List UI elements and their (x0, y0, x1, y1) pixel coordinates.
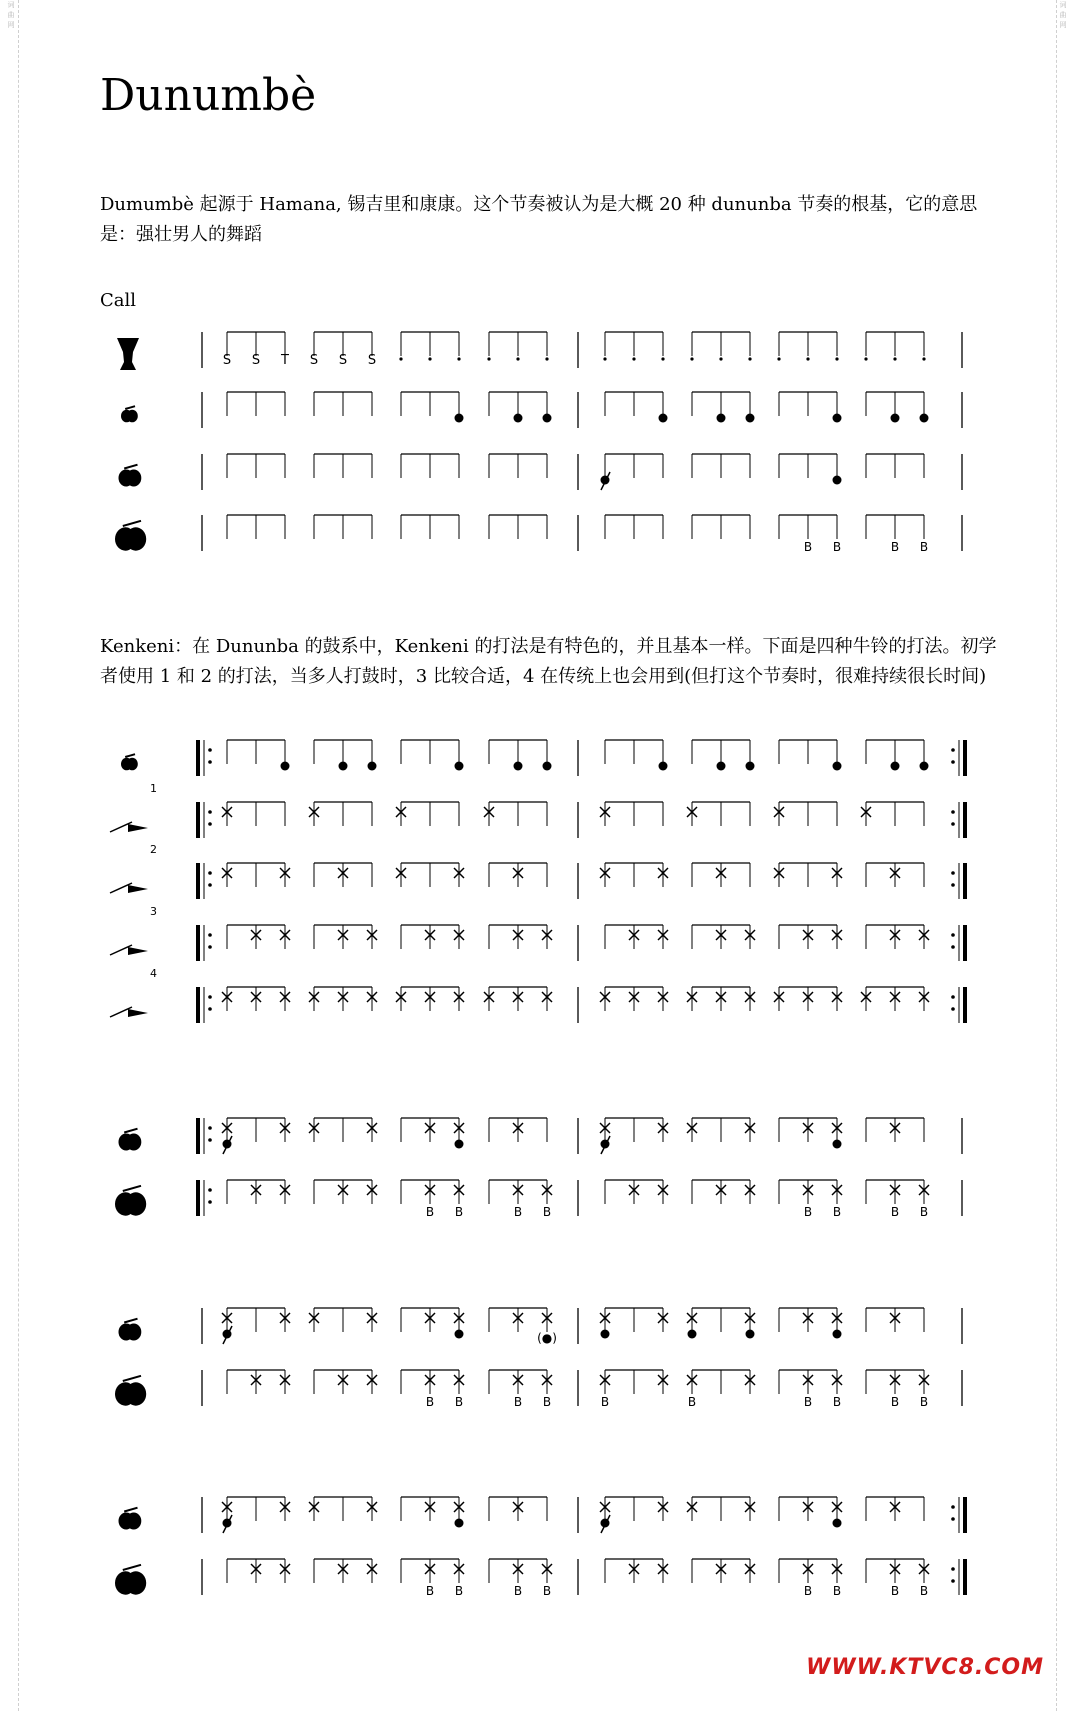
bell-note-label: B (425, 1395, 435, 1409)
dununba-stick (123, 1376, 141, 1381)
repeat-dot (208, 810, 212, 814)
rest-dot (457, 357, 460, 360)
repeat-dot (208, 883, 212, 887)
open-note (659, 762, 668, 771)
open-note (543, 414, 552, 423)
repeat-dot (951, 760, 955, 764)
right-margin-watermark: 词 曲 网 (1059, 1, 1067, 29)
open-note (920, 414, 929, 423)
sangban-body (119, 1133, 134, 1150)
bell-note-label: B (542, 1584, 552, 1598)
sangban-stick (124, 465, 137, 469)
repeat-dot (951, 822, 955, 826)
sangban-stick (124, 1319, 137, 1323)
rest-dot (719, 357, 722, 360)
left-margin-watermark: 词 曲 网 (7, 1, 15, 29)
bell-number: 3 (150, 905, 157, 918)
rest-dot (399, 357, 402, 360)
repeat-dot (208, 871, 212, 875)
rest-dot (516, 357, 519, 360)
repeat-dot (951, 1579, 955, 1583)
djembe-stroke-label: S (251, 353, 261, 368)
open-note (368, 762, 377, 771)
sangban-body (119, 1323, 134, 1340)
repeat-dot (208, 1007, 212, 1011)
repeat-dot (951, 1007, 955, 1011)
open-note (891, 414, 900, 423)
open-note (514, 762, 523, 771)
bell-note-label: B (454, 1584, 464, 1598)
djembe-icon (117, 338, 139, 370)
repeat-dot (208, 933, 212, 937)
djembe-stroke-label: S (309, 353, 319, 368)
repeat-dot (208, 748, 212, 752)
open-note (833, 1330, 842, 1339)
open-note (455, 1519, 464, 1528)
dununba-stick (123, 1565, 141, 1570)
djembe-stroke-label: S (222, 353, 232, 368)
repeat-dot (951, 810, 955, 814)
bell-note-label: B (542, 1205, 552, 1219)
bell-number: 2 (150, 843, 157, 856)
open-note (659, 414, 668, 423)
bell-icon (128, 1009, 148, 1017)
djembe-stroke-label: S (367, 353, 377, 368)
bell-note-label: B (832, 1584, 842, 1598)
kenkeni-body (121, 758, 132, 771)
bell-note-label: B (832, 1205, 842, 1219)
sangban-body (119, 1512, 134, 1529)
rest-dot (545, 357, 548, 360)
bell-note-label: B (803, 1205, 813, 1219)
repeat-dot (951, 883, 955, 887)
bell-note-label: B (542, 1395, 552, 1409)
rest-dot (835, 357, 838, 360)
rest-dot (806, 357, 809, 360)
rest-dot (777, 357, 780, 360)
repeat-dot (208, 995, 212, 999)
bell-note-label: B (425, 1584, 435, 1598)
open-note (688, 1330, 697, 1339)
call-label: Call (100, 290, 137, 311)
rest-dot (428, 357, 431, 360)
bell-note-label: B (513, 1584, 523, 1598)
bell-note-label: B (454, 1395, 464, 1409)
bell-number: 1 (150, 782, 157, 795)
open-note (601, 1330, 610, 1339)
rest-dot (603, 357, 606, 360)
open-note (746, 414, 755, 423)
open-note (833, 1519, 842, 1528)
djembe-stroke-label: T (281, 353, 289, 368)
bell-icon (128, 824, 148, 832)
bell-note-label: B (513, 1395, 523, 1409)
rest-dot (487, 357, 490, 360)
dununba-body (115, 1192, 136, 1215)
rest-dot (922, 357, 925, 360)
dununba-body (115, 1382, 136, 1405)
rest-dot (748, 357, 751, 360)
bell-number: 4 (150, 967, 157, 980)
open-note (833, 1140, 842, 1149)
bell-note-label: B (919, 540, 929, 554)
open-note (543, 762, 552, 771)
bell-note-label: B (890, 540, 900, 554)
bell-note-label: B (890, 1584, 900, 1598)
site-watermark: WWW.KTVC8.COM (806, 1655, 1044, 1680)
dununba-stick (123, 521, 141, 526)
open-note (514, 414, 523, 423)
bell-note-label: B (890, 1395, 900, 1409)
sangban-body (119, 469, 134, 486)
optional-open-note: (●) (537, 1331, 557, 1345)
rest-dot (893, 357, 896, 360)
bell-note-label: B (803, 540, 813, 554)
bell-note-label: B (600, 1395, 610, 1409)
open-note (455, 1140, 464, 1149)
kenkeni-stick (125, 754, 135, 757)
bell-note-label: B (919, 1395, 929, 1409)
bell-note-label: B (687, 1395, 697, 1409)
repeat-dot (208, 822, 212, 826)
bell-icon (128, 885, 148, 893)
repeat-dot (208, 945, 212, 949)
bell-note-label: B (919, 1584, 929, 1598)
rest-dot (864, 357, 867, 360)
dununba-body (115, 527, 136, 550)
bell-note-label: B (454, 1205, 464, 1219)
open-note (920, 762, 929, 771)
kenkeni-paragraph: Kenkeni：在 Dununba 的鼓系中，Kenkeni 的打法是有特色的，并且基本一样。下面是四种牛铃的打法。初学者使用 1 和 2 的打法，当多人打鼓时，3 比较合适，4 在传统上也会用到(但打这个节奏时，很难持续很长时间) (100, 636, 997, 687)
repeat-dot (951, 1505, 955, 1509)
open-note (833, 476, 842, 485)
bell-icon (128, 947, 148, 955)
open-note (455, 1330, 464, 1339)
open-note (717, 762, 726, 771)
open-note (281, 762, 290, 771)
open-note (455, 762, 464, 771)
bell-note-label: B (513, 1205, 523, 1219)
repeat-dot (951, 1517, 955, 1521)
repeat-dot (208, 1126, 212, 1130)
bell-note-label: B (919, 1205, 929, 1219)
open-note (891, 762, 900, 771)
intro-paragraph: Dumumbè 起源于 Hamana, 锡吉里和康康。这个节奏被认为是大概 20 种 dununba 节奏的根基，它的意思是：强壮男人的舞蹈 (100, 194, 978, 245)
rest-dot (661, 357, 664, 360)
repeat-dot (208, 1188, 212, 1192)
open-note (746, 1330, 755, 1339)
kenkeni-stick (125, 406, 135, 409)
sangban-stick (124, 1508, 137, 1512)
repeat-dot (951, 995, 955, 999)
bell-note-label: B (425, 1205, 435, 1219)
open-note (717, 414, 726, 423)
repeat-dot (208, 1200, 212, 1204)
open-note (455, 414, 464, 423)
open-note (746, 762, 755, 771)
djembe-stroke-label: S (338, 353, 348, 368)
dununba-body (115, 1571, 136, 1594)
repeat-dot (951, 1567, 955, 1571)
rest-dot (690, 357, 693, 360)
repeat-dot (208, 760, 212, 764)
kenkeni-body (121, 410, 132, 423)
dununba-stick (123, 1186, 141, 1191)
repeat-dot (208, 1138, 212, 1142)
open-note (339, 762, 348, 771)
repeat-dot (951, 933, 955, 937)
sangban-stick (124, 1129, 137, 1133)
bell-note-label: B (803, 1584, 813, 1598)
open-note (833, 414, 842, 423)
page-title: Dunumbè (100, 70, 317, 121)
open-note (833, 762, 842, 771)
bell-note-label: B (832, 1395, 842, 1409)
bell-note-label: B (890, 1205, 900, 1219)
rest-dot (632, 357, 635, 360)
repeat-dot (951, 871, 955, 875)
repeat-dot (951, 748, 955, 752)
bell-note-label: B (803, 1395, 813, 1409)
bell-note-label: B (832, 540, 842, 554)
repeat-dot (951, 945, 955, 949)
